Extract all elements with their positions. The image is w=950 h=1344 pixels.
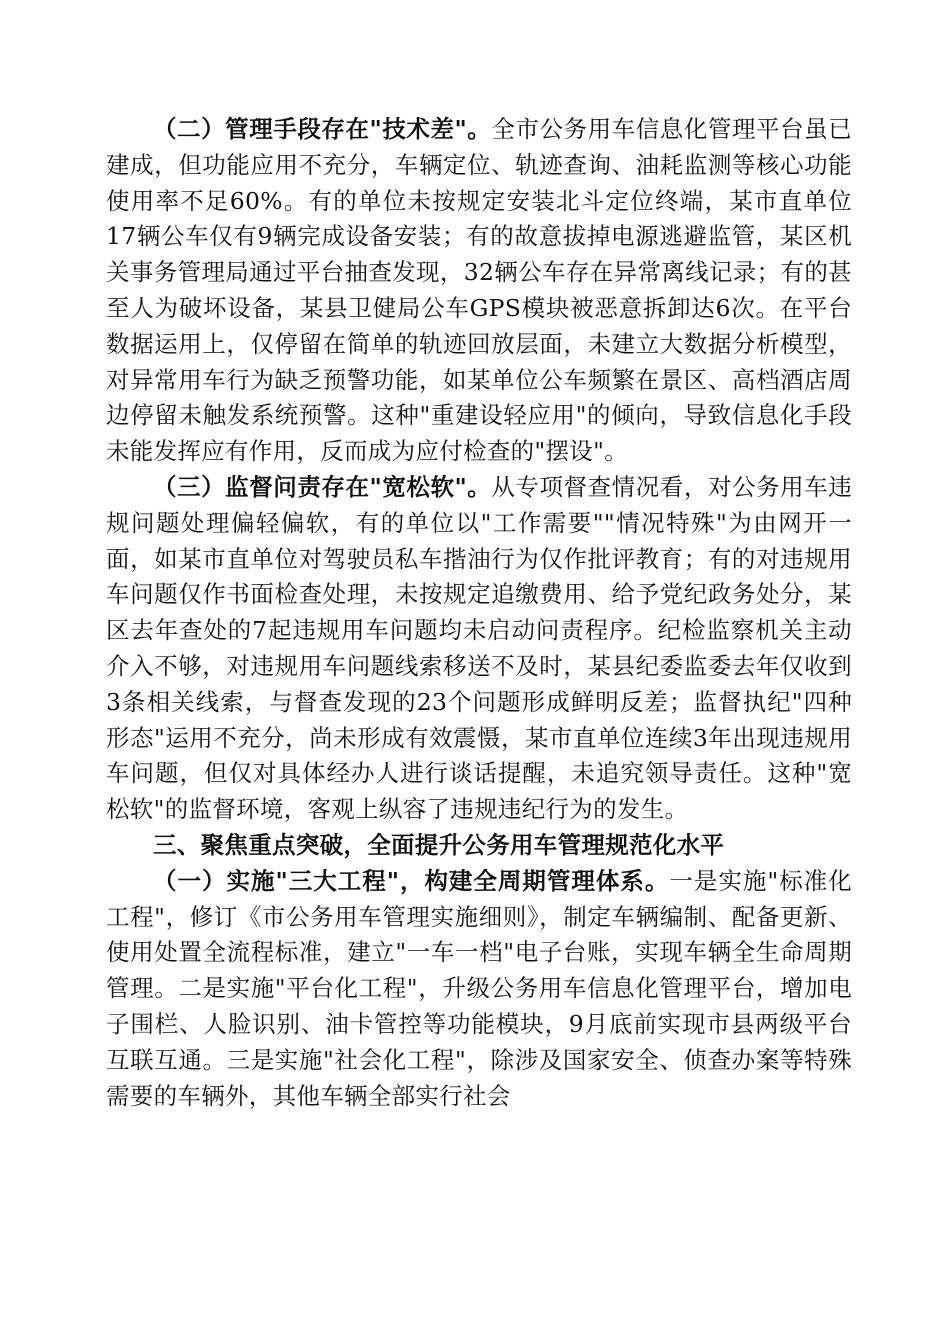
paragraph-management-means [106,112,852,470]
paragraph-body: 一是实施"标准化工程"，修订《市公务用车管理实施细则》，制定车辆编制、配备更新、使用处置全流程标准，建立"一车一档"电子台账，实现车辆全生命周期管理。二是实施"平台化工程"，升级公务用车信息化管理平台，增加电子围栏、人脸识别、油卡管控等功能模块，9月底前实现市县两级平台互联互通。三是实施"社会化工程"，除涉及国家安全、侦查办案等特殊需要的车辆外，其他车辆全部实行社会 [106,866,852,1110]
paragraph-lead: （一）实施"三大工程"，构建全周期管理体系。 [153,866,670,895]
paragraph-body: 从专项督查情况看，对公务用车违规问题处理偏轻偏软，有的单位以"工作需要""情况特殊"为由网开一面，如某市直单位对驾驶员私车揩油行为仅作批评教育；有的对违规用车问题仅作书面检查处理，未按规定追缴费用、给予党纪政务处分，某区去年查处的7起违规用车问题均未启动问责程序。纪检监察机关主动介入不够，对违规用车问题线索移送不及时，某县纪委监委去年仅收到3条相关线索，与督查发现的23个问题形成鲜明反差；监督执纪"四种形态"运用不充分，尚未形成有效震慑，某市直单位连续3年出现违规用车问题，但仅对具体经办人进行谈话提醒，未追究领导责任。这种"宽松软"的监督环境，客观上纵容了违规违纪行为的发生。 [106,472,852,824]
paragraph-three-projects [106,864,852,1115]
paragraph-supervision-accountability [106,470,852,828]
paragraph-body: 全市公务用车信息化管理平台虽已建成，但功能应用不充分，车辆定位、轨迹查询、油耗监测等核心功能使用率不足60%。有的单位未按规定安装北斗定位终端，某市直单位17辆公车仅有9辆完成设备安装；有的故意拔掉电源逃避监管，某区机关事务管理局通过平台抽查发现，32辆公车存在异常离线记录；有的甚至人为破坏设备，某县卫健局公车GPS模块被恶意拆卸达6次。在平台数据运用上，仅停留在简单的轨迹回放层面，未建立大数据分析模型，对异常用车行为缺乏预警功能，如某单位公车频繁在景区、高档酒店周边停留未触发系统预警。这种"重建设轻应用"的倾向，导致信息化手段未能发挥应有作用，反而成为应付检查的"摆设"。 [106,115,852,466]
paragraph-lead: （三）监督问责存在"宽松软"。 [153,472,492,501]
section-heading: 三、聚焦重点突破，全面提升公务用车管理规范化水平 [153,830,725,859]
paragraph-lead: （二）管理手段存在"技术差"。 [153,115,492,143]
document-page [106,112,852,1114]
